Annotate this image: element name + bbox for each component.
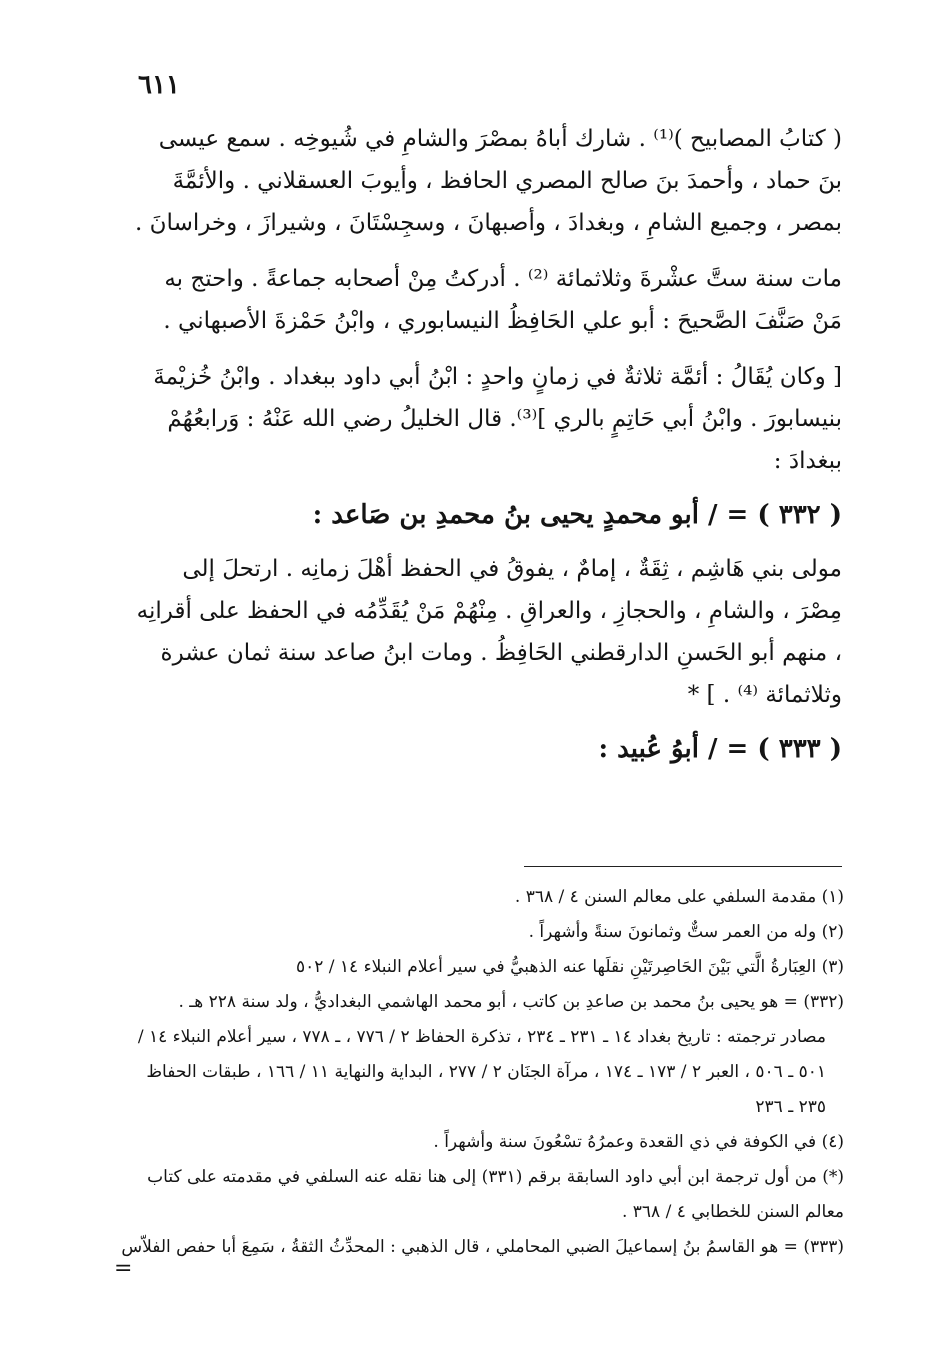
footnotes [118,880,844,1265]
footnote-separator [524,866,842,867]
paragraph-ibn-saed: مولى بني هَاشِم ، ثِقَةٌ ، إمامٌ ، يفوقُ في الحفظ أهْلَ زمانِه . ارتحلَ إلى مِصْرَ ، والشامِ ، والحجازِ ، والعراقِ . مِنْهُمْ مَنْ يُقَدِّمُه في الحفظ على أقرانِه ، منهم أبو الحَسنِ الدارقطني الحَافِظُ . ومات ابنُ صاعد سنة ثمان عشرة وثلاثمائة ⁽⁴⁾ . ] * [136,556,842,708]
entry-heading-332: ( ٣٣٢ ) = / أبو محمدٍ يحيى بنُ محمدِ بن صَاعد : [312,500,842,530]
paragraph-kitab-al-masabih: ( كتابُ المصابيح )⁽¹⁾ . شارك أباهُ بمصْرَ والشامِ في شُيوخِه . سمع عيسى بنَ حماد ، وأحمدَ بنَ صالح المصري الحافظ ، وأيوبَ العسقلاني . والأئمَّةَ بمصر ، وجميع الشامِ ، وبغدادَ ، وأصبهانَ ، وسجِسْتَانَ ، وشيرازَ ، وخراسانَ . [135,126,842,236]
margin-mark: = [114,1256,133,1281]
footnote-2: (٢) وله من العمر ستٌّ وثمانونَ سنةً وأشهراً . [528,922,844,942]
footnote-332-sources: مصادر ترجمته : تاريخ بغداد ١٤ ـ ٢٣١ ـ ٢٣٤ ، تذكرة الحفاظ ٢ / ٧٧٦ ، ـ ٧٧٨ ، سير أعلام النبلاء ١٤ / ٥٠١ ـ ٥٠٦ ، العبر ٢ / ١٧٣ ـ ١٧٤ ، مرآة الجنَان ٢ / ٢٧٧ ، البداية والنهاية ١١ / ١٦٦ ، طبقات الحفاظ ٢٣٥ ـ ٢٣٦ [137,1027,826,1117]
entry-heading-333: ( ٣٣٣ ) = / أبوُ عُبيد : [598,734,842,764]
paragraph-three-imams: [ وكان يُقَالُ : أئمَّة ثلاثةٌ في زمانٍ واحدٍ : ابْنُ أبي داود ببغداد . وابْنُ خُزيْمةَ بنيسابورَ . وابْنُ أبي حَاتِمٍ بالري ]⁽³⁾. قال الخليلُ رضي الله عَنْهُ : وَرابعُهُمْ ببغدادَ : [153,364,842,474]
footnote-4: (٤) في الكوفة في ذي القعدة وعمرُهُ تسْعُونَ سنة وأشهراً . [433,1132,844,1152]
main-text [132,118,842,772]
page-number: ٦١١ [138,70,180,100]
footnote-1: (١) مقدمة السلفي على معالم السنن ٤ / ٣٦٨ . [514,887,844,907]
footnote-332: (٣٣٢) = هو يحيى بنُ محمد بن صاعدِ بن كاتب ، أبو محمد الهاشمي البغداديُّ ، ولد سنة ٢٢٨ هـ . [178,992,844,1012]
footnote-3: (٣) العِبَارةُ الَّتي بَيْنَ الحَاصِرتَيْنِ نقلَها عنه الذهبيُّ في سير أعلام النبلاء ١٤ / ٥٠٢ [295,957,844,977]
footnote-333: (٣٣٣) = هو القاسمُ بنُ إسماعيلَ الضبي المحاملي ، قال الذهبي : المحدِّثُ الثقةُ ، سَمِعَ أبا حفص الفلاّس [121,1237,844,1257]
footnote-star: (*) من أول ترجمة ابن أبي داود السابقة برقم (٣٣١) إلى هنا نقله عنه السلفي في مقدمته على كتاب معالم السنن للخطابي ٤ / ٣٦٨ . [147,1167,844,1222]
paragraph-death-year: مات سنة ستَّ عشْرةَ وثلاثمائة ⁽²⁾ . أدركتُ مِنْ أصحابه جماعةً . واحتج به مَنْ صَنَّفَ الصَّحيحَ : أبو علي الحَافِظُ النيسابوري ، وابْنُ حَمْزةَ الأصبهاني . [163,266,842,334]
